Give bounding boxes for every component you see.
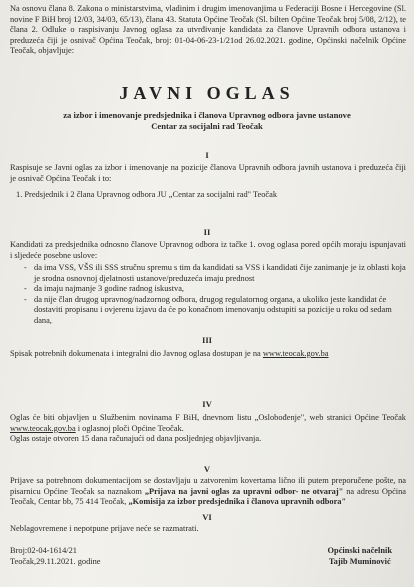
section-3-number: III <box>201 335 213 345</box>
reference-block <box>10 546 101 567</box>
section-6-text: Neblagovremene i nepotpune prijave neće se razmatrati. <box>10 524 199 533</box>
intro-paragraph: Na osnovu člana 8. Zakona o ministarstvima, vladinim i drugim imenovanjima u Federaciji Bosne i Hercegovine (Sl. novine F BiH broj 12/03, 34/03, 65/13), člana 43. Statuta Općine Teočak (Sl. bilten Općine Teočak broj 5/08, 2/12), te člana 2. Odluke o raspisivanju Javnog oglasa za utvrđivanje kandidata za članove Upravnih odbora ustanova i preduzeća čiji je osnivač Općina Teočak, broj: 01-04-06-23-1/21od 26.02.2021. godine, Općinski načelnik Općine Teočak, objavljuje: <box>10 4 406 56</box>
requirement-item: - da imaju najmanje 3 godine radnog iskustva, <box>10 284 406 295</box>
website-link[interactable]: www.teocak.gov.ba <box>262 349 329 358</box>
section-4-text-a: Oglas će biti objavljen u Službenim novinama F BiH, dnevnom listu „Oslobođenje", web stranici Općine Teočak <box>10 413 406 422</box>
signature-block <box>328 546 392 567</box>
notice-title: JAVNI OGLAS <box>119 83 295 103</box>
section-3-label: Spisak potrebnih dokumenata i integralni dio Javnog oglasa dostupan je na <box>10 349 261 358</box>
signer-name: Tajib Muminović <box>328 556 391 566</box>
section-5-number: V <box>203 464 211 474</box>
signer-title: Općinski načelnik <box>327 546 392 555</box>
section-4-text-c: Oglas ostaje otvoren 15 dana računajući od dana posljednjeg objavljivanja. <box>10 434 262 444</box>
requirement-item: - da nije član drugog upravnog/nadzornog odbora, drugog regulatornog organa, a ukoliko jeste kandidat će dostaviti propisanu i ovjerenu izjavu da će po konačnom imenovanju odstupiti sa pozicije u roku od sedam dana, <box>10 295 406 327</box>
section-5-address: na adresu Općina Teočak, Centar bb, 75 414 Teočak, <box>10 486 407 507</box>
reference-date: Teočak,29.11.2021. godine <box>10 556 101 566</box>
section-5-marking: „Prijava na javni oglas za upravni odbor- ne otvaraj" <box>144 486 344 496</box>
section-1-item: 1. Predsjednik i 2 člana Upravnog odbora JU „Centar za socijalni rad" Teočak <box>16 190 278 199</box>
section-5-text-a: Prijave sa potrebnom dokumentacijom se dostavljaju u zatvorenim kovertama lično ili putem preporučene pošte, na pisarnicu Općine Teočak sa naznakom <box>10 476 406 496</box>
subtitle-line-2: Centar za socijalni rad Teočak <box>151 120 263 131</box>
section-1-text: Raspisuje se Javni oglas za izbor i imenovanje na pozicije članova Upravnih odbora javnih ustanova i preduzeća čiji je osnivač Općina Teočak i to: <box>10 163 406 183</box>
section-5-commission: „Komisija za izbor predsjednika i članova upravnih odbora" <box>128 497 347 507</box>
section-5-text <box>10 476 406 508</box>
section-4-text-b: i oglasnoj ploči Općine Teočak. <box>77 423 184 433</box>
section-2-number: II <box>203 227 211 237</box>
section-1-number: I <box>205 150 209 160</box>
requirement-item: - da ima VSS, VŠS ili SSS stručnu spremu s tim da kandidati sa VSS i kandidati čije zanimanje je iz oblasti koja je srodna osnovnoj djelatnosti ustanove/preduzeća imaju prednost <box>10 263 406 284</box>
website-link[interactable]: www.teocak.gov.ba <box>10 423 76 433</box>
section-4-text <box>10 413 406 445</box>
section-6-number: VI <box>202 512 212 522</box>
section-3-text <box>10 349 406 360</box>
requirements-list <box>10 263 406 327</box>
reference-number: Broj:02-04-1614/21 <box>10 546 77 555</box>
notice-subtitle <box>0 110 414 131</box>
section-2-text: Kandidati za predsjednika odnosno članove Upravnog odbora iz tačke 1. ovog oglasa pored općih moraju ispunjavati i sljedeće posebne uslove: <box>10 240 406 260</box>
section-4-number: IV <box>202 399 212 409</box>
subtitle-line-1: za izbor i imenovanje predsjednika i članova Upravnog odbora javne ustanove <box>63 110 351 120</box>
